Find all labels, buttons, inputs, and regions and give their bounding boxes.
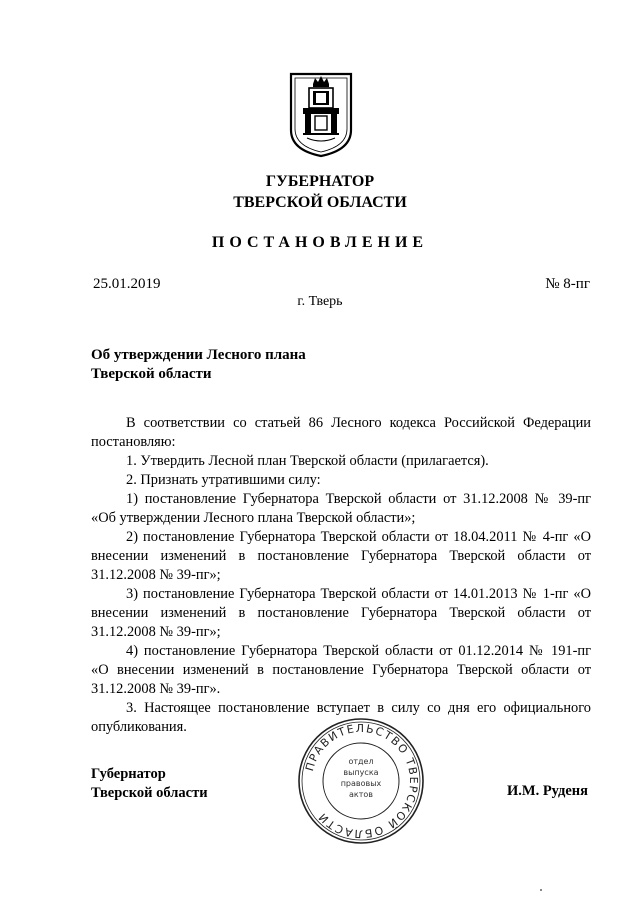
stamp-center-line: правовых — [340, 779, 382, 788]
document-type-heading: ПОСТАНОВЛЕНИЕ — [211, 234, 429, 251]
sub-item-1: 1) постановление Губернатора Тверской области от 31.12.2008 № 39-пг «Об утверждении Лесного плана Тверской области»; — [91, 491, 591, 526]
sub-item-3: 3) постановление Губернатора Тверской области от 14.01.2013 № 1-пг «О внесении изменений в постановление Губернатора Тверской области от 31.12.2008 № 39-пг»; — [91, 586, 591, 640]
signatory-title-line2: Тверской области — [91, 785, 208, 801]
svg-text:ПРАВИТЕЛЬСТВО ТВЕРСКОЙ ОБЛАСТИ: ПРАВИТЕЛЬСТВО ТВЕРСКОЙ ОБЛАСТИ — [303, 721, 421, 841]
signatory-title — [91, 765, 208, 803]
document-number: № 8-пг — [545, 276, 590, 292]
subject-line1: Об утверждении Лесного плана — [91, 347, 306, 363]
subject-line2: Тверской области — [91, 366, 212, 382]
item-2: 2. Признать утратившими силу: — [126, 472, 321, 488]
document-city: г. Тверь — [297, 294, 343, 309]
scan-speck — [540, 889, 542, 891]
intro-paragraph: В соответствии со статьей 86 Лесного кодекса Российской Федерации постановляю: — [91, 415, 591, 450]
item-1: 1. Утвердить Лесной план Тверской области (прилагается). — [126, 453, 489, 469]
sub-item-4: 4) постановление Губернатора Тверской области от 01.12.2014 № 191-пг «О внесении изменений в постановление Губернатора Тверской области от 31.12.2008 № 39-пг». — [91, 643, 591, 697]
item-3: 3. Настоящее постановление вступает в силу со дня его официального опубликования. — [91, 700, 591, 735]
document-date: 25.01.2019 — [93, 276, 161, 292]
sub-item-2: 2) постановление Губернатора Тверской области от 18.04.2011 № 4-пг «О внесении изменений в постановление Губернатора Тверской области от 31.12.2008 № 39-пг»; — [91, 529, 591, 583]
stamp-center-line: отдел — [348, 757, 374, 766]
document-body — [91, 414, 591, 737]
coat-of-arms-emblem — [289, 72, 353, 158]
stamp-center-line: выпуска — [343, 768, 379, 777]
signatory-title-line1: Губернатор — [91, 766, 166, 782]
authority-title-line2: ТВЕРСКОЙ ОБЛАСТИ — [233, 194, 407, 211]
official-stamp — [296, 716, 426, 846]
stamp-center-line: актов — [348, 790, 374, 799]
document-subject — [91, 346, 306, 384]
authority-title-line1: ГУБЕРНАТОР — [265, 173, 375, 190]
signatory-name: И.М. Руденя — [506, 783, 588, 799]
